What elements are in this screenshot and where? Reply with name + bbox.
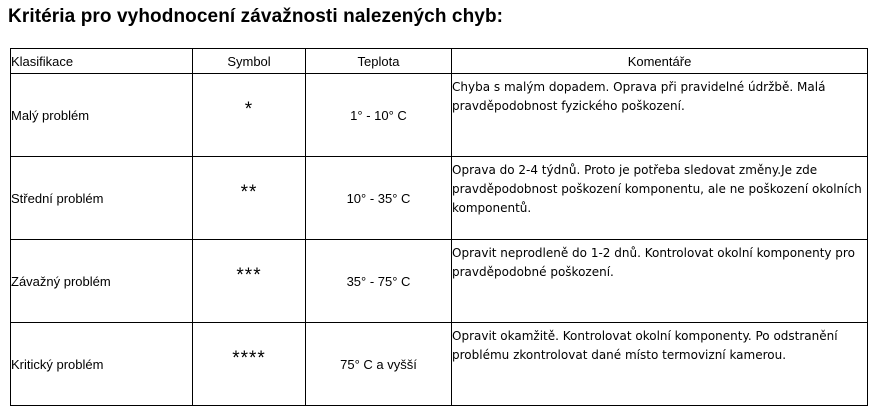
row-komentar	[452, 74, 868, 157]
severity-symbol: *	[244, 99, 254, 120]
table-row	[11, 157, 868, 240]
row-symbol	[193, 240, 306, 323]
row-teplota: 1° - 10° C	[306, 74, 452, 157]
table-header-row	[11, 49, 868, 74]
table-row	[11, 74, 868, 157]
row-komentar	[452, 323, 868, 406]
header-symbol: Symbol	[193, 49, 306, 74]
comment-text: Chyba s malým dopadem. Oprava při pravidelné údržbě. Malá pravděpodobnost fyzického poškození.	[452, 80, 826, 113]
severity-symbol: ***	[236, 265, 262, 286]
row-symbol	[193, 74, 306, 157]
comment-text: Opravit neprodleně do 1-2 dnů. Kontrolovat okolní komponenty pro pravděpodobné poškození.	[452, 246, 855, 279]
severity-symbol: ****	[232, 348, 266, 369]
comment-text: Oprava do 2-4 týdnů. Proto je potřeba sledovat změny.Je zde pravděpodobnost poškození komponentu, ale ne poškození okolních komponentů.	[452, 163, 862, 215]
header-teplota: Teplota	[306, 49, 452, 74]
page-title: Kritéria pro vyhodnocení závažnosti nalezených chyb:	[8, 6, 504, 27]
row-symbol	[193, 323, 306, 406]
severity-symbol: **	[240, 182, 258, 203]
severity-criteria-table	[10, 48, 868, 406]
row-klasifikace: Malý problém	[11, 74, 193, 157]
table-row	[11, 323, 868, 406]
comment-text: Opravit okamžitě. Kontrolovat okolní komponenty. Po odstranění problému zkontrolovat dané místo termovizní kamerou.	[452, 329, 838, 362]
row-teplota: 10° - 35° C	[306, 157, 452, 240]
header-klasifikace: Klasifikace	[11, 49, 193, 74]
row-teplota: 75° C a vyšší	[306, 323, 452, 406]
header-komentare: Komentáře	[452, 49, 868, 74]
row-klasifikace: Kritický problém	[11, 323, 193, 406]
row-komentar	[452, 240, 868, 323]
row-teplota: 35° - 75° C	[306, 240, 452, 323]
row-symbol	[193, 157, 306, 240]
row-komentar	[452, 157, 868, 240]
table-row	[11, 240, 868, 323]
row-klasifikace: Závažný problém	[11, 240, 193, 323]
row-klasifikace: Střední problém	[11, 157, 193, 240]
